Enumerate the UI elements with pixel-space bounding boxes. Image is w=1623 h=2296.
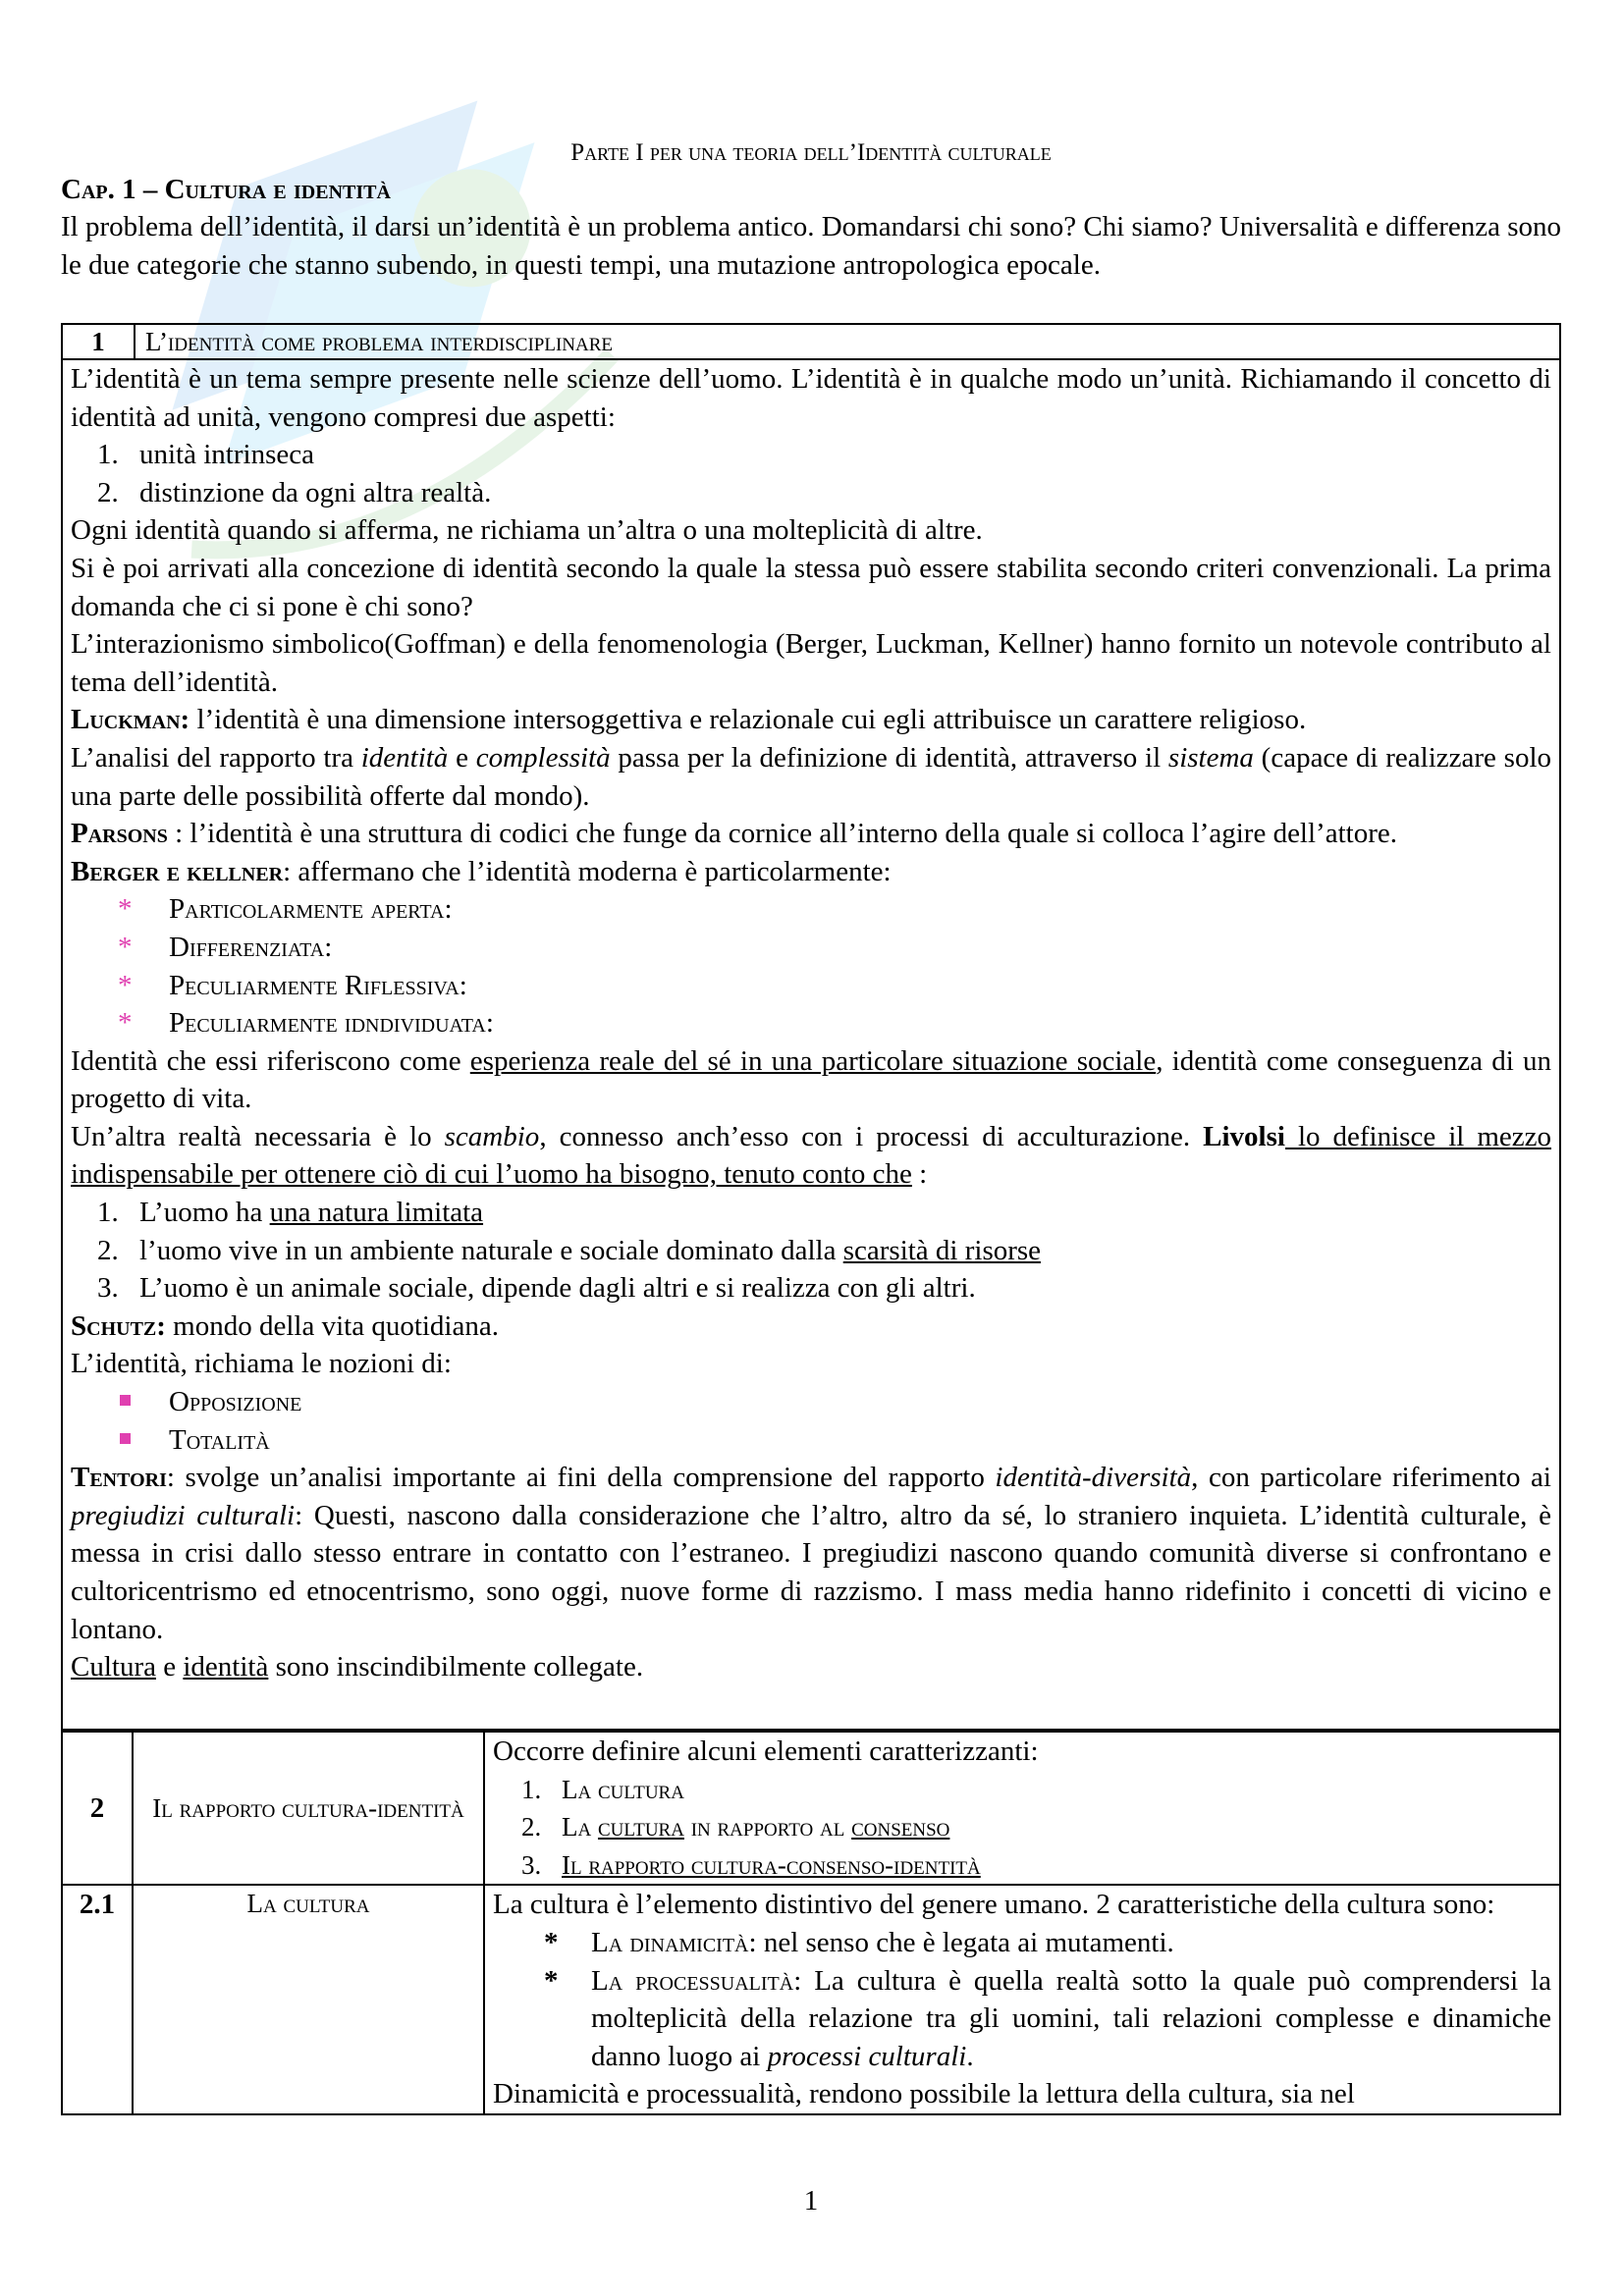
text: mondo della vita quotidiana. [165, 1309, 499, 1342]
text: : nel senso che è legata ai mutamenti. [748, 1926, 1174, 1958]
section-2-1-number: 2.1 [62, 1885, 133, 2114]
list-item: 1. La cultura [548, 1771, 1551, 1809]
paragraph: L’identità, richiama le nozioni di: [71, 1348, 452, 1380]
text: in rapporto al [683, 1812, 852, 1842]
text: , identità come conseguenza di un progetto di vita. [71, 1044, 1551, 1115]
text: : La cultura è quella realtà sotto la quale può comprendersi la molteplicità della relazione tra gli uomini, tali relazioni complesse e dinamiche danno luogo ai [591, 1964, 1551, 2072]
text: : [911, 1158, 928, 1191]
paragraph: La cultura è l’elemento distintivo del genere umano. 2 caratteristiche della cultura sono: [493, 1889, 1495, 1921]
list-item: Totalità [118, 1421, 1551, 1460]
text: esperienza reale del sé in una particolare situazione sociale [469, 1044, 1157, 1077]
text: l’identità è una dimensione intersoggettiva e relazionale cui egli attribuisce un carattere religioso. [189, 704, 1307, 736]
text: e [156, 1651, 184, 1683]
sections-table [61, 1731, 1561, 2115]
list-item: * Peculiarmente idndividuata: [118, 1004, 1551, 1042]
paragraph [71, 739, 1551, 815]
text: : affermano che l’identità moderna è particolarmente: [283, 855, 892, 887]
list-item [544, 1962, 1551, 2076]
text: : l’identità è una struttura di codici che funge da cornice all’interno della quale si colloca l’agire dell’attore. [167, 818, 1397, 850]
text: pregiudizi culturali [71, 1499, 296, 1531]
text: passa per la definizione di identità, attraverso il [610, 741, 1168, 774]
list-item: * Peculiarmente Riflessiva: [118, 967, 1551, 1005]
text: identità-diversità [995, 1462, 1192, 1494]
text: complessità [475, 741, 611, 774]
chapter-heading: Cap. 1 – Cultura e identità [61, 174, 391, 205]
section-1-title: L’identità come problema interdisciplinare [145, 327, 614, 356]
paragraph: Occorre definire alcuni elementi caratterizzanti: [493, 1735, 1039, 1767]
author-name: Luckman: [71, 704, 190, 736]
list-item [126, 1194, 1551, 1232]
paragraph: L’identità è un tema sempre presente nelle scienze dell’uomo. L’identità è in qualche modo un’unità. Richiamando il concetto di identità ad unità, vengono compresi due aspetti: [71, 363, 1551, 433]
text: (capace di realizzare solo una parte delle possibilità offerte dal mondo). [71, 741, 1552, 812]
characteristics-list [493, 1924, 1551, 2075]
table-row [62, 1732, 1560, 1885]
list-item [544, 1924, 1551, 1962]
man-list [71, 1194, 1551, 1308]
elements-list [493, 1771, 1551, 1885]
section-1-body [61, 360, 1561, 1731]
section-2-content [484, 1732, 1560, 1885]
aspects-list [71, 436, 1551, 511]
text: lo definisce il mezzo indispensabile per ottenere ciò di cui l’uomo ha bisogno, tenuto conto che [71, 1120, 1552, 1191]
page-title: Parte I per una teoria dell’Identità culturale [570, 139, 1052, 166]
section-2-1-content [484, 1885, 1560, 2114]
modern-identity-list [71, 890, 1551, 1041]
section-2-1-title: La cultura [133, 1885, 484, 2114]
section-2-number: 2 [62, 1732, 133, 1885]
text: , connesso anch’esso con i processi di acculturazione. [539, 1120, 1204, 1152]
section-1-header [61, 323, 1561, 360]
text: consenso [851, 1812, 950, 1842]
term: La dinamicità [591, 1926, 749, 1958]
paragraph [71, 1648, 1551, 1686]
paragraph: L’interazionismo simbolico(Goffman) e della fenomenologia (Berger, Luckman, Kellner) hanno fornito un notevole contributo al tema dell’identità. [71, 628, 1551, 698]
term: La processualità [591, 1964, 794, 1997]
paragraph [71, 1118, 1551, 1194]
list-item: 2. distinzione da ogni altra realtà. [126, 474, 1551, 512]
list-item: * Differenziata: [118, 929, 1551, 967]
text: : Questi, nascono dalla considerazione che l’altro, altro da sé, lo straniero inquieta. L’identità culturale, è messa in crisi dallo stesso entrare in contatto con l’estraneo. I pregiudizi nascono quando comunità diverse si confrontano e cultoricentrismo ed etnocentrismo, sono oggi, nuove forme di razzismo. I mass media hanno ridefinito i concetti di vicino e lontano. [71, 1499, 1551, 1645]
paragraph: Dinamicità e processualità, rendono possibile la lettura della cultura, sia nel [493, 2078, 1355, 2110]
text: processi culturali [767, 2040, 967, 2072]
text: sono inscindibilmente collegate. [268, 1651, 644, 1683]
text: l’uomo vive in un ambiente naturale e sociale dominato dalla [139, 1234, 843, 1266]
text: La [562, 1812, 598, 1842]
list-item: 3. L’uomo è un animale sociale, dipende dagli altri e si realizza con gli altri. [126, 1269, 1551, 1308]
text: identità [183, 1651, 269, 1683]
paragraph [71, 853, 1551, 891]
paragraph [71, 1042, 1551, 1118]
text: cultura [597, 1812, 684, 1842]
text: , con particolare riferimento ai [1191, 1462, 1551, 1494]
author-name: Berger e kellner [71, 855, 284, 887]
text: e [448, 741, 476, 774]
text: Un’altra realtà necessaria è lo [71, 1120, 445, 1152]
list-item: Opposizione [118, 1383, 1551, 1421]
list-item: 1. unità intrinseca [126, 436, 1551, 474]
text: L’uomo ha [139, 1197, 270, 1229]
paragraph [71, 701, 1551, 739]
section-1-number: 1 [63, 325, 135, 358]
author-name: Livolsi [1203, 1120, 1285, 1152]
text: : svolge un’analisi importante ai fini della comprensione del rapporto [166, 1462, 996, 1494]
section-2-title: Il rapporto cultura-identità [133, 1732, 484, 1885]
text: identità [360, 741, 449, 774]
text: una natura limitata [269, 1197, 484, 1229]
text: sistema [1167, 741, 1254, 774]
author-name: Tentori [71, 1462, 167, 1494]
notions-list [71, 1383, 1551, 1459]
table-row [62, 1885, 1560, 2114]
author-name: Schutz: [71, 1309, 166, 1342]
list-item [548, 1846, 1551, 1885]
text: Identità che essi riferiscono come [71, 1044, 470, 1077]
page-number: 1 [803, 2185, 819, 2216]
list-item [126, 1232, 1551, 1270]
chapter-intro: Il problema dell’identità, il darsi un’identità è un problema antico. Domandarsi chi sono? Chi siamo? Universalità e differenza sono le due categorie che stanno subendo, in questi tempi, una mutazione antropologica epocale. [61, 211, 1561, 281]
paragraph: Si è poi arrivati alla concezione di identità secondo la quale la stessa può essere stabilita secondo criteri convenzionali. La prima domanda che ci si pone è chi sono? [71, 552, 1551, 622]
paragraph: Ogni identità quando si afferma, ne richiama un’altra o una molteplicità di altre. [71, 514, 983, 547]
paragraph [71, 815, 1551, 853]
text: scambio [444, 1120, 540, 1152]
text: Cultura [71, 1651, 156, 1683]
list-item: * Particolarmente aperta: [118, 890, 1551, 929]
text: L’analisi del rapporto tra [71, 741, 361, 774]
paragraph [71, 1308, 1551, 1346]
author-name: Parsons [71, 818, 168, 850]
text: scarsità di risorse [842, 1234, 1042, 1266]
text: . [966, 2040, 974, 2072]
list-item [548, 1808, 1551, 1846]
text: Il rapporto cultura-consenso-identità [562, 1849, 981, 1880]
paragraph [71, 1459, 1551, 1648]
